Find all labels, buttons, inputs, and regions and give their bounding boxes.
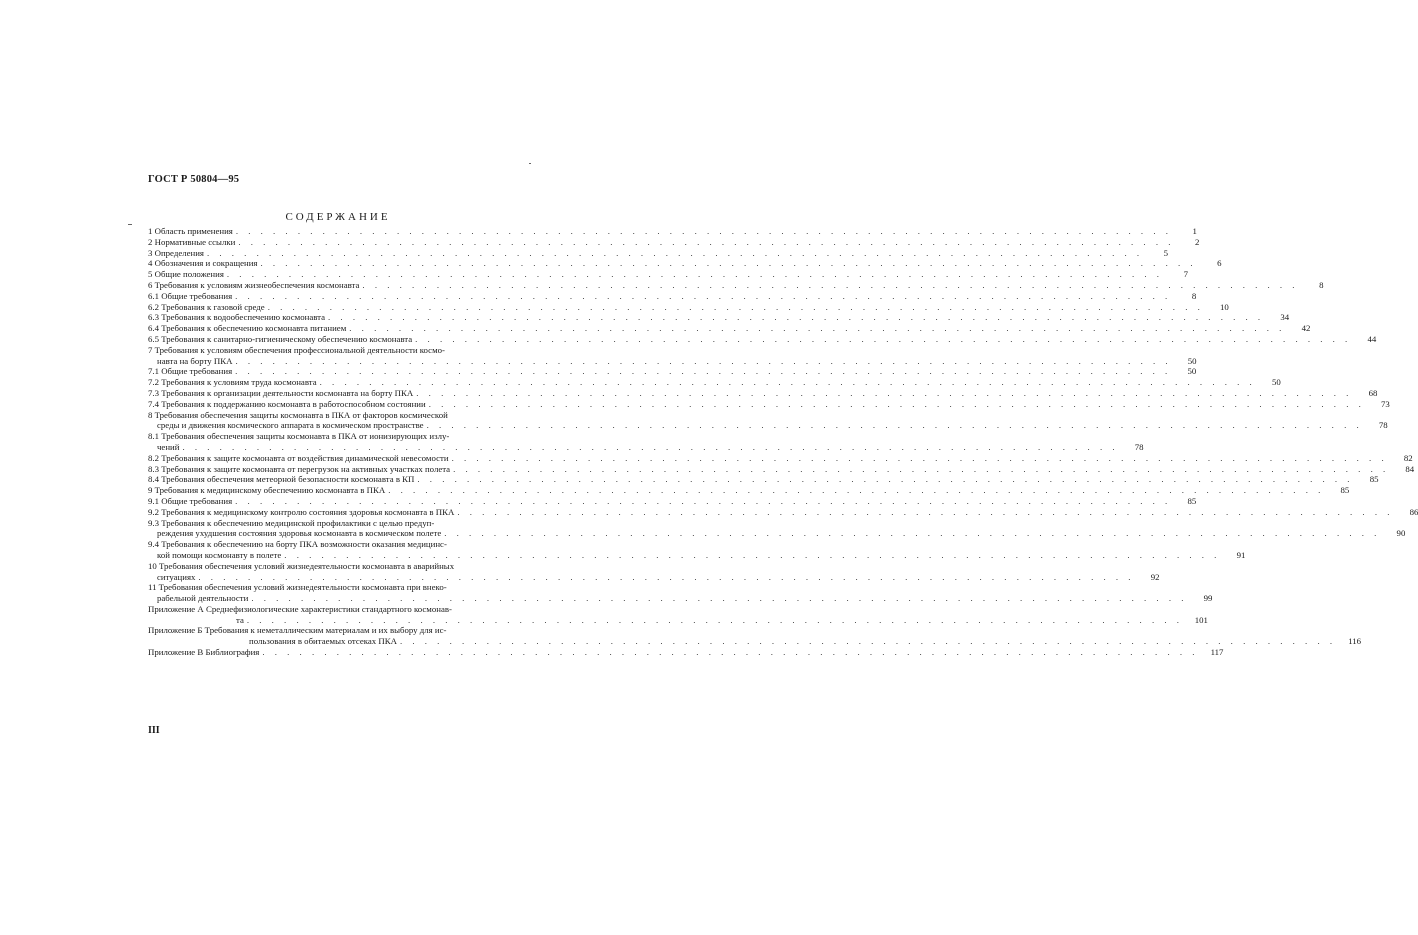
toc-entry [148,485,1350,496]
toc-leader-dots [260,258,1196,269]
toc-entry-title: 9.1 Общие требования [148,495,233,506]
toc-title: СОДЕРЖАНИЕ [285,211,391,223]
toc-leader-dots [235,291,1171,302]
toc-page-number: 86 [1409,506,1418,517]
toc-entry-title: навта на борту ПКА [157,355,233,366]
toc-page-number: 91 [1236,549,1246,560]
toc-page-number: 85 [1187,495,1197,506]
toc-entry [148,560,1160,583]
toc-page-number: 42 [1301,323,1311,334]
toc-leader-dots [415,334,1351,345]
toc-page-number: 7 [1183,269,1188,280]
toc-entry-title: 5 Общие положения [148,269,224,280]
toc-page-number: 117 [1210,647,1224,658]
toc-entry-title: 9.2 Требования к медицинскому контролю состояния здоровья космонавта в ПКА [148,506,455,517]
toc-entry-title: 8.4 Требования обеспечения метеорной безопасности космонавта в КП [148,474,415,485]
toc-leader-dots [207,248,1143,259]
toc-entry-title: реждения ухудшения состояния здоровья космонавта в космическом полете [157,528,442,539]
toc-entry [148,495,1197,507]
toc-entry-title: пользования в обитаемых отсеках ПКА [249,636,397,647]
toc-entry [148,236,1200,248]
toc-leader-dots [247,615,1183,626]
toc-entry-title: 7 Требования к условиям обеспечения профессиональной деятельности космо- [148,344,445,355]
toc-leader-dots [268,302,1204,313]
toc-page-number: 6 [1217,258,1222,269]
toc-entry [148,333,1377,345]
toc-leader-dots [444,528,1380,539]
toc-leader-dots [235,366,1171,377]
toc-leader-dots [429,399,1365,410]
toc-page-number: 85 [1369,474,1379,485]
toc-entry [148,506,1418,518]
toc-leader-dots [457,507,1393,518]
toc-page-number: 50 [1187,366,1197,377]
toc-page-number: 78 [1378,420,1388,431]
toc-entry [148,517,1406,540]
toc-entry-title: 4 Обозначения и сокращения [148,258,258,269]
toc-entry [148,452,1413,464]
toc-page-number: 2 [1195,236,1200,247]
toc-entry-title: 1 Область применения [148,226,233,236]
toc-page-number: 101 [1194,614,1208,625]
toc-entry-title: 6.5 Требования к санитарно-гигиеническому обеспечению космонавта [148,333,413,344]
toc-entry-title: кой помощи космонавту в полете [157,549,282,560]
toc-entry-title: 7.4 Требования к поддержанию космонавта в работоспособном состоянии [148,398,426,409]
toc-page-number: 116 [1348,636,1362,647]
toc-entry [148,582,1213,604]
toc-leader-dots [235,356,1171,367]
toc-entry-title: 9 Требования к медицинскому обеспечению космонавта в ПКА [148,485,386,496]
toc-leader-dots [284,550,1220,561]
toc-entry [148,647,1224,658]
toc-leader-dots [349,323,1285,334]
toc-entry [148,344,1197,367]
toc-entry [148,312,1290,323]
toc-entry-title: Приложение А Среднефизиологические характеристики стандартного космонав- [148,603,452,614]
toc-page-number: 84 [1405,463,1415,474]
toc-entry [148,398,1390,410]
toc-page-number: 85 [1340,485,1350,496]
toc-page-number: 50 [1187,355,1197,366]
toc-entry-title: 2 Нормативные ссылки [148,236,236,247]
toc-page-number: 1 [1192,226,1197,236]
toc-entry-title: та [236,614,244,625]
toc-entry [148,269,1188,280]
toc-entry-title: 6.3 Требования к водообеспечению космонавта [148,312,326,323]
toc-leader-dots [251,593,1187,604]
toc-leader-dots [400,636,1336,647]
toc-entry-title: 6.2 Требования к газовой среде [148,301,265,312]
toc-entry-title: 9.4 Требования к обеспечению на борту ПКА возможности оказания медицинс- [148,539,447,550]
toc-leader-dots [182,442,1118,453]
toc-leader-dots [362,280,1298,291]
toc-entry-title: 10 Требования обеспечения условий жизнедеятельности космонавта в аварийных [148,560,455,571]
toc-entry [148,539,1246,561]
toc-entry-title: 6.4 Требования к обеспечению космонавта питанием [148,323,347,334]
toc-leader-dots [227,269,1163,280]
toc-entry-title: ситуациях [157,571,196,582]
toc-leader-dots [417,474,1353,485]
toc-leader-dots [328,312,1264,323]
toc-entry-title: 8 Требования обеспечения защиты космонавта в ПКА от факторов космической [148,409,448,420]
toc-entry-title: 11 Требования обеспечения условий жизнедеятельности космонавта при внеко- [148,582,447,593]
toc-leader-dots [198,572,1134,583]
scan-speck [529,163,531,164]
toc-leader-dots [238,237,1174,248]
toc-page-number: 68 [1368,387,1378,398]
toc-leader-dots [262,647,1198,658]
toc-entry [148,409,1388,432]
document-header: ГОСТ Р 50804—95 [148,174,240,185]
toc-leader-dots [236,226,1172,237]
toc-page-number: 99 [1203,593,1213,604]
toc-page-number: 78 [1134,441,1144,452]
toc-page-number: 5 [1163,247,1169,258]
toc-entry [148,247,1169,259]
toc-leader-dots [416,388,1352,399]
toc-entry [148,226,1197,237]
toc-page-number: 8 [1191,290,1197,301]
toc-entry [148,625,1362,647]
toc-entry [148,323,1311,334]
toc-page-number: 10 [1220,301,1229,312]
toc-entry [148,377,1281,388]
toc-entry-title: 7.2 Требования к условиям труда космонавта [148,377,317,388]
toc-entry-title: среды и движения космического аппарата в космическом пространстве [157,420,424,431]
toc-leader-dots [453,464,1389,475]
toc-leader-dots [320,377,1256,388]
toc-entry [148,463,1415,475]
toc-page-number: 90 [1396,528,1406,539]
toc-entry-title: 6.1 Общие требования [148,290,233,301]
toc-entry-title: 8.2 Требования к защите космонавта от воздействия динамической невесомости [148,452,449,463]
toc-entry-title: рабельной деятельности [157,593,249,604]
toc-page-number: 8 [1319,279,1324,290]
page-number-footer: III [148,725,160,736]
toc-entry-title: 7.3 Требования к организации деятельности космонавта на борту ПКА [148,387,414,398]
toc-entry [148,431,1144,453]
toc-leader-dots [427,420,1363,431]
toc-entry [148,603,1208,626]
toc-entry-title: 3 Определения [148,247,204,258]
toc-page-number: 82 [1403,452,1413,463]
toc-entry [148,474,1379,485]
toc-entry [148,290,1197,302]
toc-leader-dots [452,453,1388,464]
toc-leader-dots [388,485,1324,496]
toc-entry [148,301,1229,313]
toc-page-number: 50 [1271,377,1281,388]
table-of-contents [148,226,1418,658]
toc-page-number: 92 [1150,571,1160,582]
toc-page-number: 73 [1381,398,1390,409]
toc-page-number: 44 [1367,333,1377,344]
toc-entry-title: 8.3 Требования к защите космонавта от перегрузок на активных участках полета [148,463,451,474]
toc-entry-title: 9.3 Требования к обеспечению медицинской профилактики с целью предуп- [148,517,435,528]
toc-entry-title: 7.1 Общие требования [148,366,233,377]
toc-entry [148,258,1222,269]
toc-entry-title: 6 Требования к условиям жизнеобеспечения космонавта [148,279,360,290]
toc-entry-title: Приложение В Библиография [148,647,260,658]
toc-entry-title: Приложение Б Требования к неметаллическим материалам и их выбору для ис- [148,625,447,636]
toc-entry [148,387,1378,399]
toc-entry [148,366,1197,377]
toc-entry-title: чений [157,441,180,452]
toc-entry [148,279,1324,291]
toc-page-number: 34 [1280,312,1290,323]
toc-entry-title: 8.1 Требования обеспечения защиты космонавта в ПКА от ионизирующих излу- [148,431,450,442]
toc-leader-dots [235,496,1171,507]
scan-speck [128,224,132,225]
